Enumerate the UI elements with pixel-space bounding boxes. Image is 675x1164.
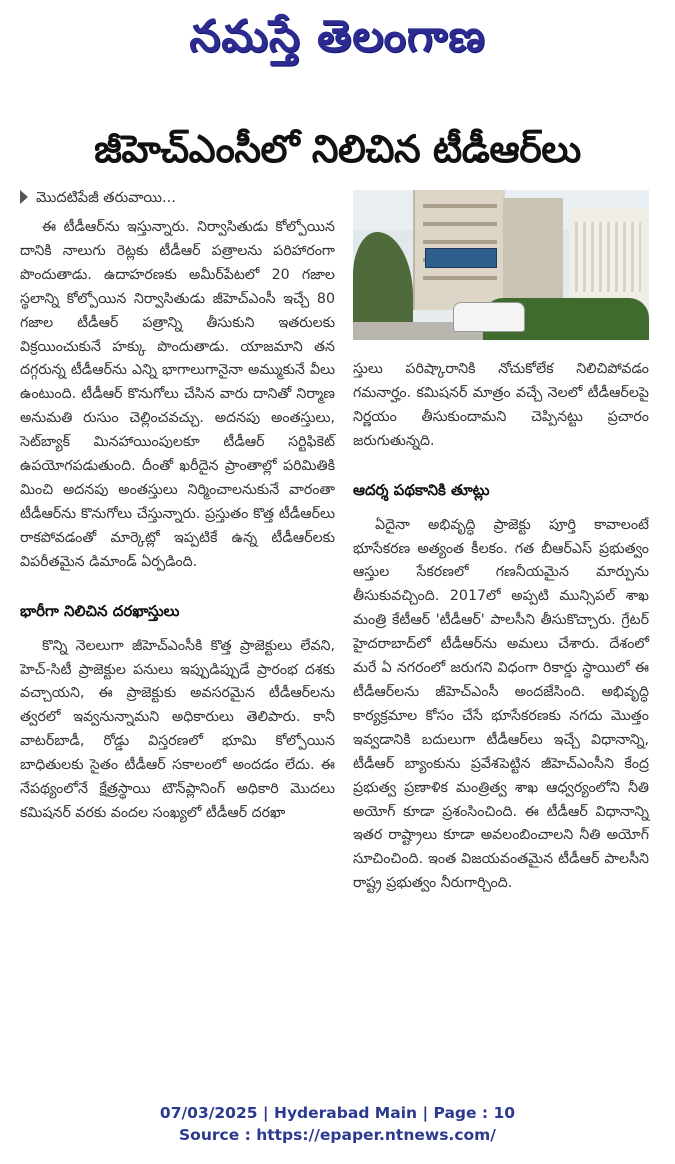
article-photo bbox=[353, 190, 649, 340]
article-headline: జీహెచ్ఎంసీలో నిలిచిన టీడీఆర్‌లు bbox=[94, 127, 581, 171]
photo-building bbox=[569, 208, 649, 308]
body-paragraph: కొన్ని నెలలుగా జీహెచ్ఎంసీకి కొత్త ప్రాజెక్టులు లేవని, హెచ్-సిటీ ప్రాజెక్టుల పనులు ఇప్పుడిప్పుడే ప్రారంభ దశకు వచ్చాయని, ఈ ప్రాజెక్టుకు అవసరమైన టీడీఆర్‌లను త్వరలో ఇవ్వనున్నామని అధికారులు తెలిపారు. కానీ వాటర్‌బాడీ, రోడ్డు విస్తరణలో భూమి కోల్పోయిన బాధితులకు సైతం టీడీఆర్ సకాలంలో అందడం లేదు. ఈ నేపథ్యంలోనే క్షేత్రస్థాయి టౌన్‌ప్లానింగ్ అధికారి మొదలు కమిషనర్ వరకు వందల సంఖ్యలో టీడీఆర్ దరఖా bbox=[20, 637, 335, 821]
masthead-logo bbox=[0, 6, 675, 68]
article-column-left bbox=[20, 186, 335, 826]
masthead-title: నమస్తే తెలంగాణ bbox=[189, 11, 486, 62]
edition-info: 07/03/2025 | Hyderabad Main | Page : 10 bbox=[159, 1104, 516, 1122]
photo-building bbox=[503, 198, 563, 310]
body-paragraph: ఏదైనా అభివృద్ధి ప్రాజెక్టు పూర్తి కావాలంటే భూసేకరణ అత్యంత కీలకం. గత బీఆర్ఎస్ ప్రభుత్వం ఆస్తుల సేకరణలో గణనీయమైన మార్పును తీసుకువచ్చింది. 2017లో అప్పటి మున్సిపల్ శాఖ మంత్రి కేటీఆర్ 'టీడీఆర్' పాలసీని తీసుకొచ్చారు. గ్రేటర్ హైదరాబాద్‌లో టీడీఆర్‌ను అమలు చేశారు. దేశంలో మరే ఏ నగరంలో జరుగని విధంగా రికార్డు స్థాయిలో ఈ టీడీఆర్‌లను జీహెచ్ఎంసీ అందజేసింది. అభివృద్ధి కార్యక్రమాల కోసం చేసే భూసేకరణకు నగదు మొత్తం ఇవ్వడానికి బదులుగా టీడీఆర్‌లు ఇచ్చే విధానాన్ని, టీడీఆర్ బ్యాంకును ప్రవేశపెట్టిన జీహెచ్ఎంసీని కేంద్ర ప్రభుత్వ ప్రణాళిక మంత్రిత్వ శాఖ ఆధ్వర్యంలోని నీతి అయోగ్ కూడా ప్రశంసించింది. ఈ టీడీఆర్ విధానాన్ని ఇతర రాష్ట్రాలు కూడా అవలంబించాలని నీతి అయోగ్ సూచించింది. ఇంత విజయవంతమైన టీడీఆర్ పాలసీని రాష్ట్ర ప్రభుత్వం నీరుగార్చింది. bbox=[353, 516, 649, 892]
kicker-text: మొదటిపేజీ తరువాయి... bbox=[36, 190, 176, 206]
source-link[interactable]: Source : https://epaper.ntnews.com/ bbox=[179, 1126, 496, 1144]
triangle-arrow-icon bbox=[20, 190, 28, 204]
photo-signboard bbox=[425, 248, 497, 268]
body-paragraph: స్తులు పరిష్కారానికి నోచుకోలేక నిలిచిపోవడం గమనార్హం. కమిషనర్ మాత్రం వచ్చే నెలలో టీడీఆర్‌లపై నిర్ణయం తీసుకుందామని చెప్పినట్టు ప్రచారం జరుగుతున్నది. bbox=[353, 361, 649, 449]
continued-from-kicker bbox=[20, 186, 335, 210]
subheading: ఆదర్శ పథకానికి తూట్లు bbox=[353, 480, 490, 499]
body-paragraph: ఈ టీడీఆర్‌ను ఇస్తున్నారు. నిర్వాసితుడు కోల్పోయిన దానికి నాలుగు రెట్లకు టీడీఆర్ పత్రాలను పరిహారంగా పొందుతాడు. ఉదాహరణకు అమీర్‌పేటలో 20 గజాల స్థలాన్ని కోల్పోయిన నిర్వాసితుడు జీహెచ్ఎంసీ ఇచ్చే 80 గజాల టీడీఆర్ పత్రాన్ని తీసుకుని ఇతరులకు విక్రయించుకునే హక్కు పొందుతాడు. యాజమాని తన దగ్గరున్న టీడీఆర్‌ను ఎన్ని భాగాలుగానైనా అమ్ముకునే వీలు ఉంటుంది. టీడీఆర్ కొనుగోలు చేసిన వారు దానితో నిర్మాణ అనుమతి రుసుం చెల్లించవచ్చు. అదనపు అంతస్తులు, సెట్‌బ్యాక్ మినహాయింపులకూ టీడీఆర్ సర్టిఫికెట్ ఉపయోగపడుతుంది. దీంతో ఖరీదైన ప్రాంతాల్లో పరిమితికి మించి అదనపు అంతస్తులు నిర్మించాలనుకునే వారంతా టీడీఆర్‌ను కొనుగోలు చేస్తున్నారు. ప్రస్తుతం కొత్త టీడీఆర్‌లు రాకపోవడంతో మార్కెట్లో ఇప్పటికే ఉన్న టీడీఆర్‌లకు విపరీతమైన డిమాండ్ ఏర్పడింది. bbox=[20, 219, 335, 570]
article-column-right bbox=[353, 190, 649, 896]
photo-car bbox=[453, 302, 525, 332]
subheading: భారీగా నిలిచిన దరఖాస్తులు bbox=[20, 601, 180, 620]
